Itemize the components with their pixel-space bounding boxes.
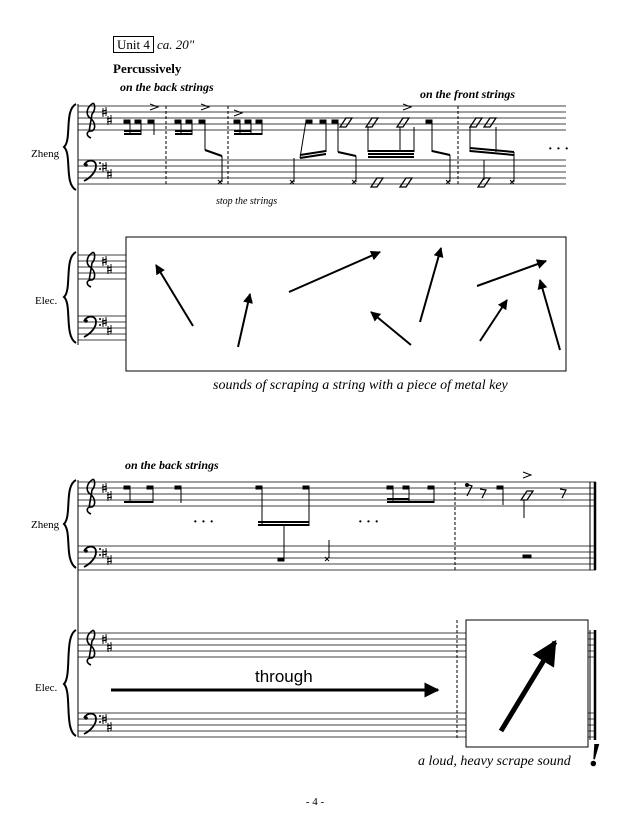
continuation-dots-2: · · · [358, 515, 380, 530]
instrument-label-zheng: Zheng [31, 148, 60, 160]
direction-back-strings-2: on the back strings [125, 458, 219, 472]
brace-zheng-1 [64, 104, 76, 190]
scrape-arrows-1 [156, 248, 560, 350]
brace-zheng-2 [64, 480, 76, 568]
brace-elec-1 [64, 252, 76, 343]
staff-zheng-bass-1 [78, 160, 566, 184]
direction-front-strings: on the front strings [420, 87, 516, 101]
continuation-dots: · · · [548, 142, 570, 157]
caption-heavy-scrape: a loud, heavy scrape sound [418, 754, 571, 769]
zheng-notes-1 [124, 104, 514, 187]
staff-elec-treble-1 [78, 255, 126, 279]
unit-label: Unit 4 [113, 36, 154, 53]
instrument-label-elec: Elec. [35, 295, 58, 307]
brace-elec-2 [64, 630, 76, 736]
staff-zheng-treble-2 [78, 482, 596, 506]
notehead [135, 120, 141, 123]
instrument-label-zheng-2: Zheng [31, 519, 60, 531]
through-label: through [255, 667, 313, 686]
clef-treble-elec-2 [87, 630, 94, 665]
character-marking: Percussively [113, 61, 182, 76]
key-signature-2 [102, 483, 112, 732]
staff-zheng-bass-2 [78, 546, 596, 570]
direction-back-strings: on the back strings [120, 80, 214, 94]
clef-treble-elec-1 [87, 252, 94, 287]
zheng-notes-2 [124, 472, 595, 572]
page-number: - 4 - [305, 796, 325, 808]
notehead [148, 120, 154, 123]
exclamation-mark: ! [588, 737, 602, 774]
stop-strings-text: stop the strings [216, 196, 278, 207]
caption-scraping: sounds of scraping a string with a piece of metal key [213, 378, 508, 393]
instrument-label-elec-2: Elec. [35, 682, 58, 694]
notehead [124, 120, 130, 123]
clef-treble-2 [87, 479, 94, 514]
clef-treble-1 [87, 103, 94, 138]
scrape-box-1 [126, 237, 566, 371]
continuation-dots-1: · · · [193, 515, 215, 530]
key-signature-1 [102, 107, 112, 335]
tempo-marking: ca. 20" [157, 37, 195, 52]
